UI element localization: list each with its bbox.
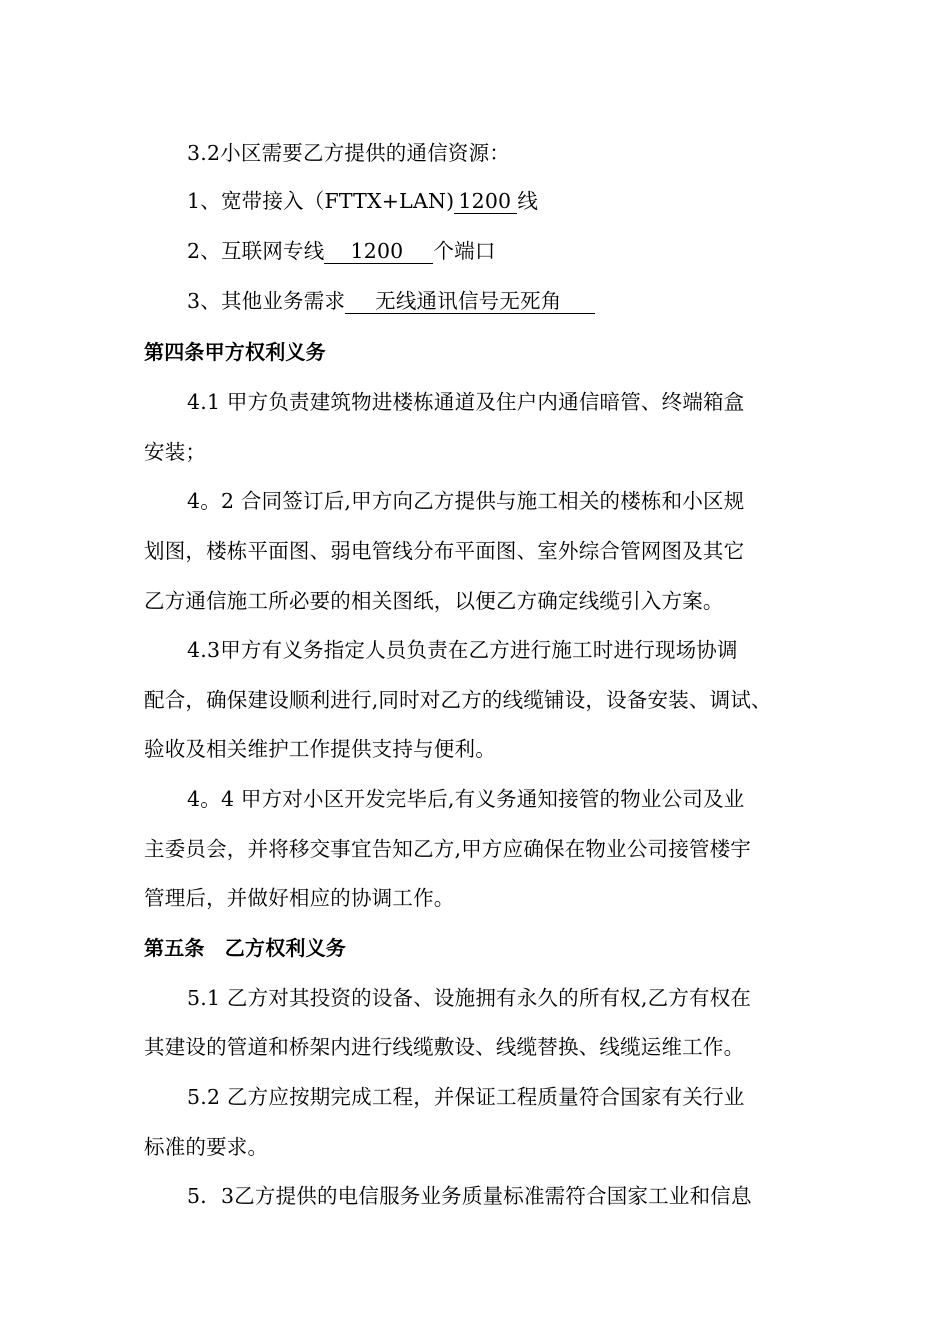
clause-4-3-line: 配合，确保建设顺利进行,同时对乙方的线缆铺设，设备安装、调试、 [144,688,772,712]
article-4-heading: 第四条甲方权利义务 [144,340,326,364]
clause-5-3-line: 5．3乙方提供的电信服务业务质量标准需符合国家工业和信息 [187,1184,752,1208]
resource-unit: 个端口 [433,239,496,263]
resource-value-field: 无线通讯信号无死角 [345,289,595,314]
resource-item-other [187,288,595,314]
clause-5-2-line: 5.2 乙方应按期完成工程，并保证工程质量符合国家有关行业 [187,1085,745,1109]
clause-4-2-line: 划图，楼栋平面图、弱电管线分布平面图、室外综合管网图及其它 [144,539,745,563]
resource-label: 3、其他业务需求 [187,289,346,313]
clause-5-2-line: 标准的要求。 [144,1135,269,1159]
resource-label: 1、宽带接入（FTTX+LAN) [187,189,455,213]
resource-unit: 线 [517,189,539,213]
resource-item-dedicated-line [187,238,496,264]
clause-4-2-line: 4。2 合同签订后,甲方向乙方提供与施工相关的楼栋和小区规 [187,489,745,513]
clause-5-1-line: 其建设的管道和桥架内进行线缆敷设、线缆替换、线缆运维工作。 [144,1035,745,1059]
clause-3-2-intro: 3.2小区需要乙方提供的通信资源： [187,141,511,165]
resource-label: 2、互联网专线 [187,239,325,263]
clause-4-4-line: 主委员会，并将移交事宜告知乙方,甲方应确保在物业公司接管楼宇 [144,837,752,861]
clause-4-1-line: 4.1 甲方负责建筑物进楼栋通道及住户内通信暗管、终端箱盒 [187,390,745,414]
resource-value-field: 1200 [324,239,433,264]
clause-4-1-line: 安装； [144,440,207,464]
resource-value-field: 1200 [454,189,517,214]
clause-4-4-line: 管理后，并做好相应的协调工作。 [144,886,455,910]
clause-4-4-line: 4。4 甲方对小区开发完毕后,有义务通知接管的物业公司及业 [187,787,745,811]
resource-item-broadband [187,188,538,214]
clause-4-3-line: 4.3甲方有义务指定人员负责在乙方进行施工时进行现场协调 [187,638,738,662]
clause-4-3-line: 验收及相关维护工作提供支持与便利。 [144,737,496,761]
clause-5-1-line: 5.1 乙方对其投资的设备、设施拥有永久的所有权,乙方有权在 [187,986,752,1010]
clause-4-2-line: 乙方通信施工所必要的相关图纸，以便乙方确定线缆引入方案。 [144,589,724,613]
article-5-heading: 第五条 乙方权利义务 [144,936,346,960]
